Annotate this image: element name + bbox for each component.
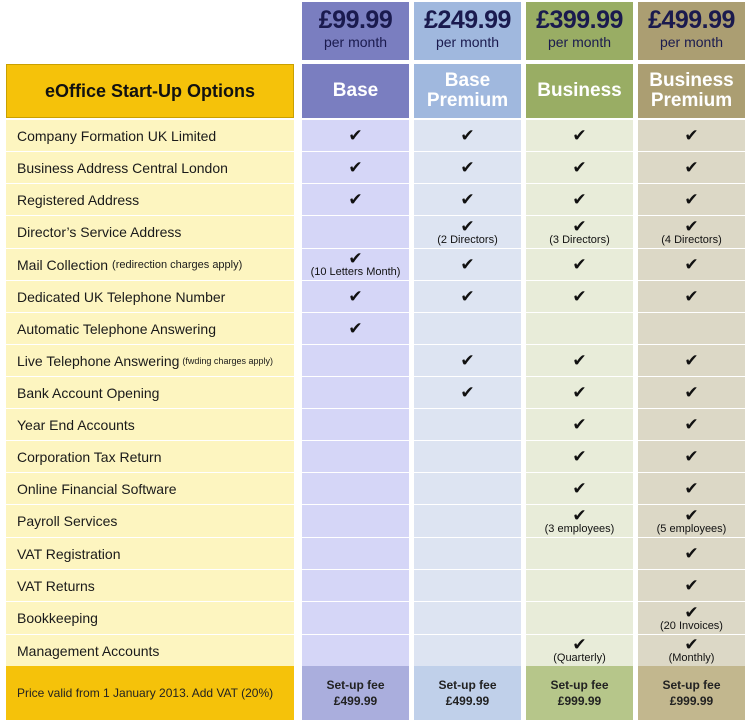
setup-fee-label: Set-up fee bbox=[550, 678, 609, 692]
plan-feature-cell bbox=[638, 635, 745, 667]
feature-row-label bbox=[6, 377, 294, 409]
plan-feature-cell bbox=[526, 120, 633, 152]
checkmark-icon: ✔ bbox=[572, 505, 587, 525]
setup-fee-price: £999.99 bbox=[669, 694, 714, 708]
checkmark-icon: ✔ bbox=[572, 255, 587, 274]
plan-feature-cell bbox=[414, 345, 521, 377]
checkmark-icon: ✔ bbox=[460, 158, 475, 177]
plan-feature-cell bbox=[302, 538, 409, 570]
plan-feature-cell bbox=[526, 441, 633, 473]
plan-feature-cell bbox=[638, 313, 745, 345]
plan-cell-note: (20 Invoices) bbox=[660, 619, 723, 632]
plan-feature-cell bbox=[526, 377, 633, 409]
plan-feature-cell bbox=[638, 184, 745, 216]
feature-name: Bank Account Opening bbox=[17, 384, 160, 401]
plan-price-box bbox=[414, 2, 521, 60]
plan-feature-cell bbox=[526, 216, 633, 249]
feature-row-label bbox=[6, 505, 294, 538]
checkmark-icon: ✔ bbox=[684, 602, 699, 622]
plan-price-box bbox=[526, 2, 633, 60]
checkmark-icon: ✔ bbox=[572, 415, 587, 434]
plan-feature-cell bbox=[638, 602, 745, 635]
plan-feature-cell bbox=[526, 184, 633, 216]
pricing-table bbox=[4, 2, 750, 724]
feature-name: Director’s Service Address bbox=[17, 224, 182, 240]
checkmark-icon: ✔ bbox=[348, 319, 363, 338]
plan-feature-cell bbox=[302, 184, 409, 216]
plan-price: £499.99 bbox=[648, 6, 735, 34]
checkmark-icon: ✔ bbox=[684, 479, 699, 498]
checkmark-icon: ✔ bbox=[572, 447, 587, 466]
plan-feature-cell bbox=[638, 152, 745, 184]
checkmark-icon: ✔ bbox=[460, 190, 475, 209]
checkmark-icon: ✔ bbox=[684, 576, 699, 595]
plan-feature-cell bbox=[302, 409, 409, 441]
checkmark-icon: ✔ bbox=[572, 216, 587, 236]
feature-row-label bbox=[6, 184, 294, 216]
plan-feature-cell bbox=[526, 409, 633, 441]
plan-name: Business Premium bbox=[649, 70, 734, 111]
plan-cell-note: (3 employees) bbox=[544, 522, 615, 535]
plan-feature-cell bbox=[414, 216, 521, 249]
checkmark-icon: ✔ bbox=[684, 158, 699, 177]
checkmark-icon: ✔ bbox=[572, 287, 587, 306]
plan-cell-note: (5 employees) bbox=[656, 522, 727, 535]
checkmark-icon: ✔ bbox=[460, 351, 475, 370]
checkmark-icon: ✔ bbox=[684, 126, 699, 145]
feature-name: Business Address Central London bbox=[17, 159, 228, 176]
plan-column bbox=[302, 2, 409, 720]
plan-feature-cell bbox=[638, 538, 745, 570]
plan-feature-cell bbox=[414, 377, 521, 409]
feature-row-label bbox=[6, 120, 294, 152]
plan-feature-cell bbox=[526, 635, 633, 667]
feature-column-header: eOffice Start-Up Options bbox=[6, 64, 294, 118]
checkmark-icon: ✔ bbox=[460, 126, 475, 145]
feature-row-label bbox=[6, 409, 294, 441]
checkmark-icon: ✔ bbox=[684, 255, 699, 274]
feature-row-label bbox=[6, 313, 294, 345]
plan-cell-note: (Quarterly) bbox=[553, 652, 606, 664]
checkmark-icon: ✔ bbox=[684, 287, 699, 306]
plan-feature-cell bbox=[526, 473, 633, 505]
feature-name: Mail Collection bbox=[17, 256, 109, 273]
plan-period: per month bbox=[435, 34, 500, 50]
checkmark-icon: ✔ bbox=[572, 351, 587, 370]
feature-name: Corporation Tax Return bbox=[17, 448, 162, 465]
setup-fee-label: Set-up fee bbox=[438, 678, 497, 692]
plan-feature-cell bbox=[638, 473, 745, 505]
plan-price: £99.99 bbox=[318, 6, 393, 34]
checkmark-icon: ✔ bbox=[460, 383, 475, 402]
plan-cell-note: (4 Directors) bbox=[661, 233, 722, 246]
checkmark-icon: ✔ bbox=[684, 216, 699, 236]
plan-column bbox=[638, 2, 745, 720]
checkmark-icon: ✔ bbox=[348, 190, 363, 209]
feature-row-label bbox=[6, 473, 294, 505]
plan-feature-cell bbox=[638, 120, 745, 152]
feature-name: Payroll Services bbox=[17, 513, 118, 529]
plan-feature-cell bbox=[638, 505, 745, 538]
plan-feature-cell bbox=[414, 473, 521, 505]
plan-name: Base bbox=[332, 80, 379, 101]
plan-period: per month bbox=[547, 34, 612, 50]
feature-row-label bbox=[6, 345, 294, 377]
plan-feature-cell bbox=[302, 249, 409, 281]
checkmark-icon: ✔ bbox=[348, 249, 363, 268]
plan-name-header bbox=[414, 64, 521, 118]
checkmark-icon: ✔ bbox=[572, 158, 587, 177]
setup-fee-label: Set-up fee bbox=[662, 678, 721, 692]
plan-cell-note: (2 Directors) bbox=[437, 233, 498, 246]
plan-feature-cell bbox=[414, 570, 521, 602]
checkmark-icon: ✔ bbox=[684, 351, 699, 370]
checkmark-icon: ✔ bbox=[572, 479, 587, 498]
feature-row-label bbox=[6, 538, 294, 570]
plan-feature-cell bbox=[638, 281, 745, 313]
checkmark-icon: ✔ bbox=[460, 287, 475, 306]
setup-fee-price: £999.99 bbox=[557, 694, 602, 708]
plan-name-header bbox=[526, 64, 633, 118]
plan-feature-cell bbox=[414, 152, 521, 184]
plan-feature-cell bbox=[414, 120, 521, 152]
plan-feature-cell bbox=[526, 249, 633, 281]
feature-row-label bbox=[6, 249, 294, 281]
checkmark-icon: ✔ bbox=[572, 635, 587, 654]
setup-fee-box bbox=[414, 666, 521, 720]
plan-feature-cell bbox=[414, 249, 521, 281]
checkmark-icon: ✔ bbox=[348, 287, 363, 306]
plan-name: Business bbox=[537, 80, 622, 101]
plan-feature-cell bbox=[302, 570, 409, 602]
feature-row-label bbox=[6, 602, 294, 635]
checkmark-icon: ✔ bbox=[684, 415, 699, 434]
plan-price-box bbox=[302, 2, 409, 60]
plan-feature-cell bbox=[302, 473, 409, 505]
feature-column bbox=[6, 2, 295, 720]
plan-cell-note: (10 Letters Month) bbox=[310, 266, 401, 278]
checkmark-icon: ✔ bbox=[348, 158, 363, 177]
plan-price-box bbox=[638, 2, 745, 60]
plan-feature-cell bbox=[414, 505, 521, 538]
plan-feature-cell bbox=[414, 635, 521, 667]
feature-row-label bbox=[6, 281, 294, 313]
feature-row-label bbox=[6, 152, 294, 184]
feature-row-label bbox=[6, 216, 294, 249]
feature-note: (fwding charges apply) bbox=[182, 355, 273, 366]
feature-note: (redirection charges apply) bbox=[112, 258, 243, 271]
checkmark-icon: ✔ bbox=[460, 255, 475, 274]
checkmark-icon: ✔ bbox=[348, 126, 363, 145]
plan-feature-cell bbox=[526, 538, 633, 570]
feature-name: Online Financial Software bbox=[17, 480, 177, 497]
plan-name-header bbox=[638, 64, 745, 118]
plan-feature-cell bbox=[526, 152, 633, 184]
plan-feature-cell bbox=[526, 313, 633, 345]
plan-feature-cell bbox=[526, 602, 633, 635]
plan-feature-cell bbox=[638, 409, 745, 441]
checkmark-icon: ✔ bbox=[572, 126, 587, 145]
feature-name: VAT Registration bbox=[17, 545, 121, 562]
feature-name: Registered Address bbox=[17, 191, 140, 208]
plan-feature-cell bbox=[638, 377, 745, 409]
feature-row-label bbox=[6, 441, 294, 473]
plan-feature-cell bbox=[414, 602, 521, 635]
feature-name: VAT Returns bbox=[17, 577, 95, 594]
plan-feature-cell bbox=[302, 377, 409, 409]
checkmark-icon: ✔ bbox=[460, 216, 475, 236]
checkmark-icon: ✔ bbox=[684, 635, 699, 654]
plan-feature-cell bbox=[302, 120, 409, 152]
plan-feature-cell bbox=[414, 313, 521, 345]
plan-feature-cell bbox=[638, 441, 745, 473]
plan-feature-cell bbox=[414, 441, 521, 473]
plan-name-header bbox=[302, 64, 409, 118]
setup-fee-box bbox=[638, 666, 745, 720]
feature-name: Year End Accounts bbox=[17, 416, 135, 433]
feature-row-label bbox=[6, 635, 294, 667]
plan-feature-cell bbox=[302, 152, 409, 184]
plan-feature-cell bbox=[414, 538, 521, 570]
plan-feature-cell bbox=[414, 184, 521, 216]
plan-feature-cell bbox=[414, 409, 521, 441]
plan-cell-note: (Monthly) bbox=[668, 652, 715, 664]
checkmark-icon: ✔ bbox=[684, 383, 699, 402]
price-validity-note: Price valid from 1 January 2013. Add VAT (20%) bbox=[6, 666, 294, 720]
plan-feature-cell bbox=[302, 505, 409, 538]
plan-feature-cell bbox=[526, 281, 633, 313]
plan-feature-cell bbox=[302, 441, 409, 473]
plan-feature-cell bbox=[302, 635, 409, 667]
setup-fee-price: £499.99 bbox=[445, 694, 490, 708]
feature-name: Live Telephone Answering bbox=[17, 352, 180, 369]
plan-price: £399.99 bbox=[536, 6, 623, 34]
feature-name: Bookkeeping bbox=[17, 610, 98, 626]
plan-feature-cell bbox=[526, 570, 633, 602]
setup-fee-label: Set-up fee bbox=[326, 678, 385, 692]
plan-feature-cell bbox=[526, 345, 633, 377]
plan-feature-cell bbox=[414, 281, 521, 313]
checkmark-icon: ✔ bbox=[684, 544, 699, 563]
plan-column bbox=[414, 2, 521, 720]
checkmark-icon: ✔ bbox=[572, 190, 587, 209]
setup-fee-box bbox=[302, 666, 409, 720]
plan-price: £249.99 bbox=[424, 6, 511, 34]
checkmark-icon: ✔ bbox=[572, 383, 587, 402]
plan-feature-cell bbox=[302, 602, 409, 635]
plan-feature-cell bbox=[302, 281, 409, 313]
checkmark-icon: ✔ bbox=[684, 505, 699, 525]
plan-feature-cell bbox=[638, 570, 745, 602]
plan-cell-note: (3 Directors) bbox=[549, 233, 610, 246]
plan-feature-cell bbox=[526, 505, 633, 538]
plan-feature-cell bbox=[302, 345, 409, 377]
plan-column bbox=[526, 2, 633, 720]
plan-feature-cell bbox=[302, 313, 409, 345]
plan-feature-cell bbox=[638, 345, 745, 377]
plan-feature-cell bbox=[638, 249, 745, 281]
plan-feature-cell bbox=[638, 216, 745, 249]
feature-row-label bbox=[6, 570, 294, 602]
feature-name: Dedicated UK Telephone Number bbox=[17, 288, 226, 305]
plan-name: Base Premium bbox=[426, 70, 509, 111]
checkmark-icon: ✔ bbox=[684, 447, 699, 466]
plan-period: per month bbox=[659, 34, 724, 50]
setup-fee-price: £499.99 bbox=[333, 694, 378, 708]
checkmark-icon: ✔ bbox=[684, 190, 699, 209]
plan-feature-cell bbox=[302, 216, 409, 249]
setup-fee-box bbox=[526, 666, 633, 720]
plan-period: per month bbox=[323, 34, 388, 50]
feature-name: Management Accounts bbox=[17, 642, 160, 659]
feature-name: Automatic Telephone Answering bbox=[17, 320, 216, 337]
feature-name: Company Formation UK Limited bbox=[17, 127, 217, 144]
